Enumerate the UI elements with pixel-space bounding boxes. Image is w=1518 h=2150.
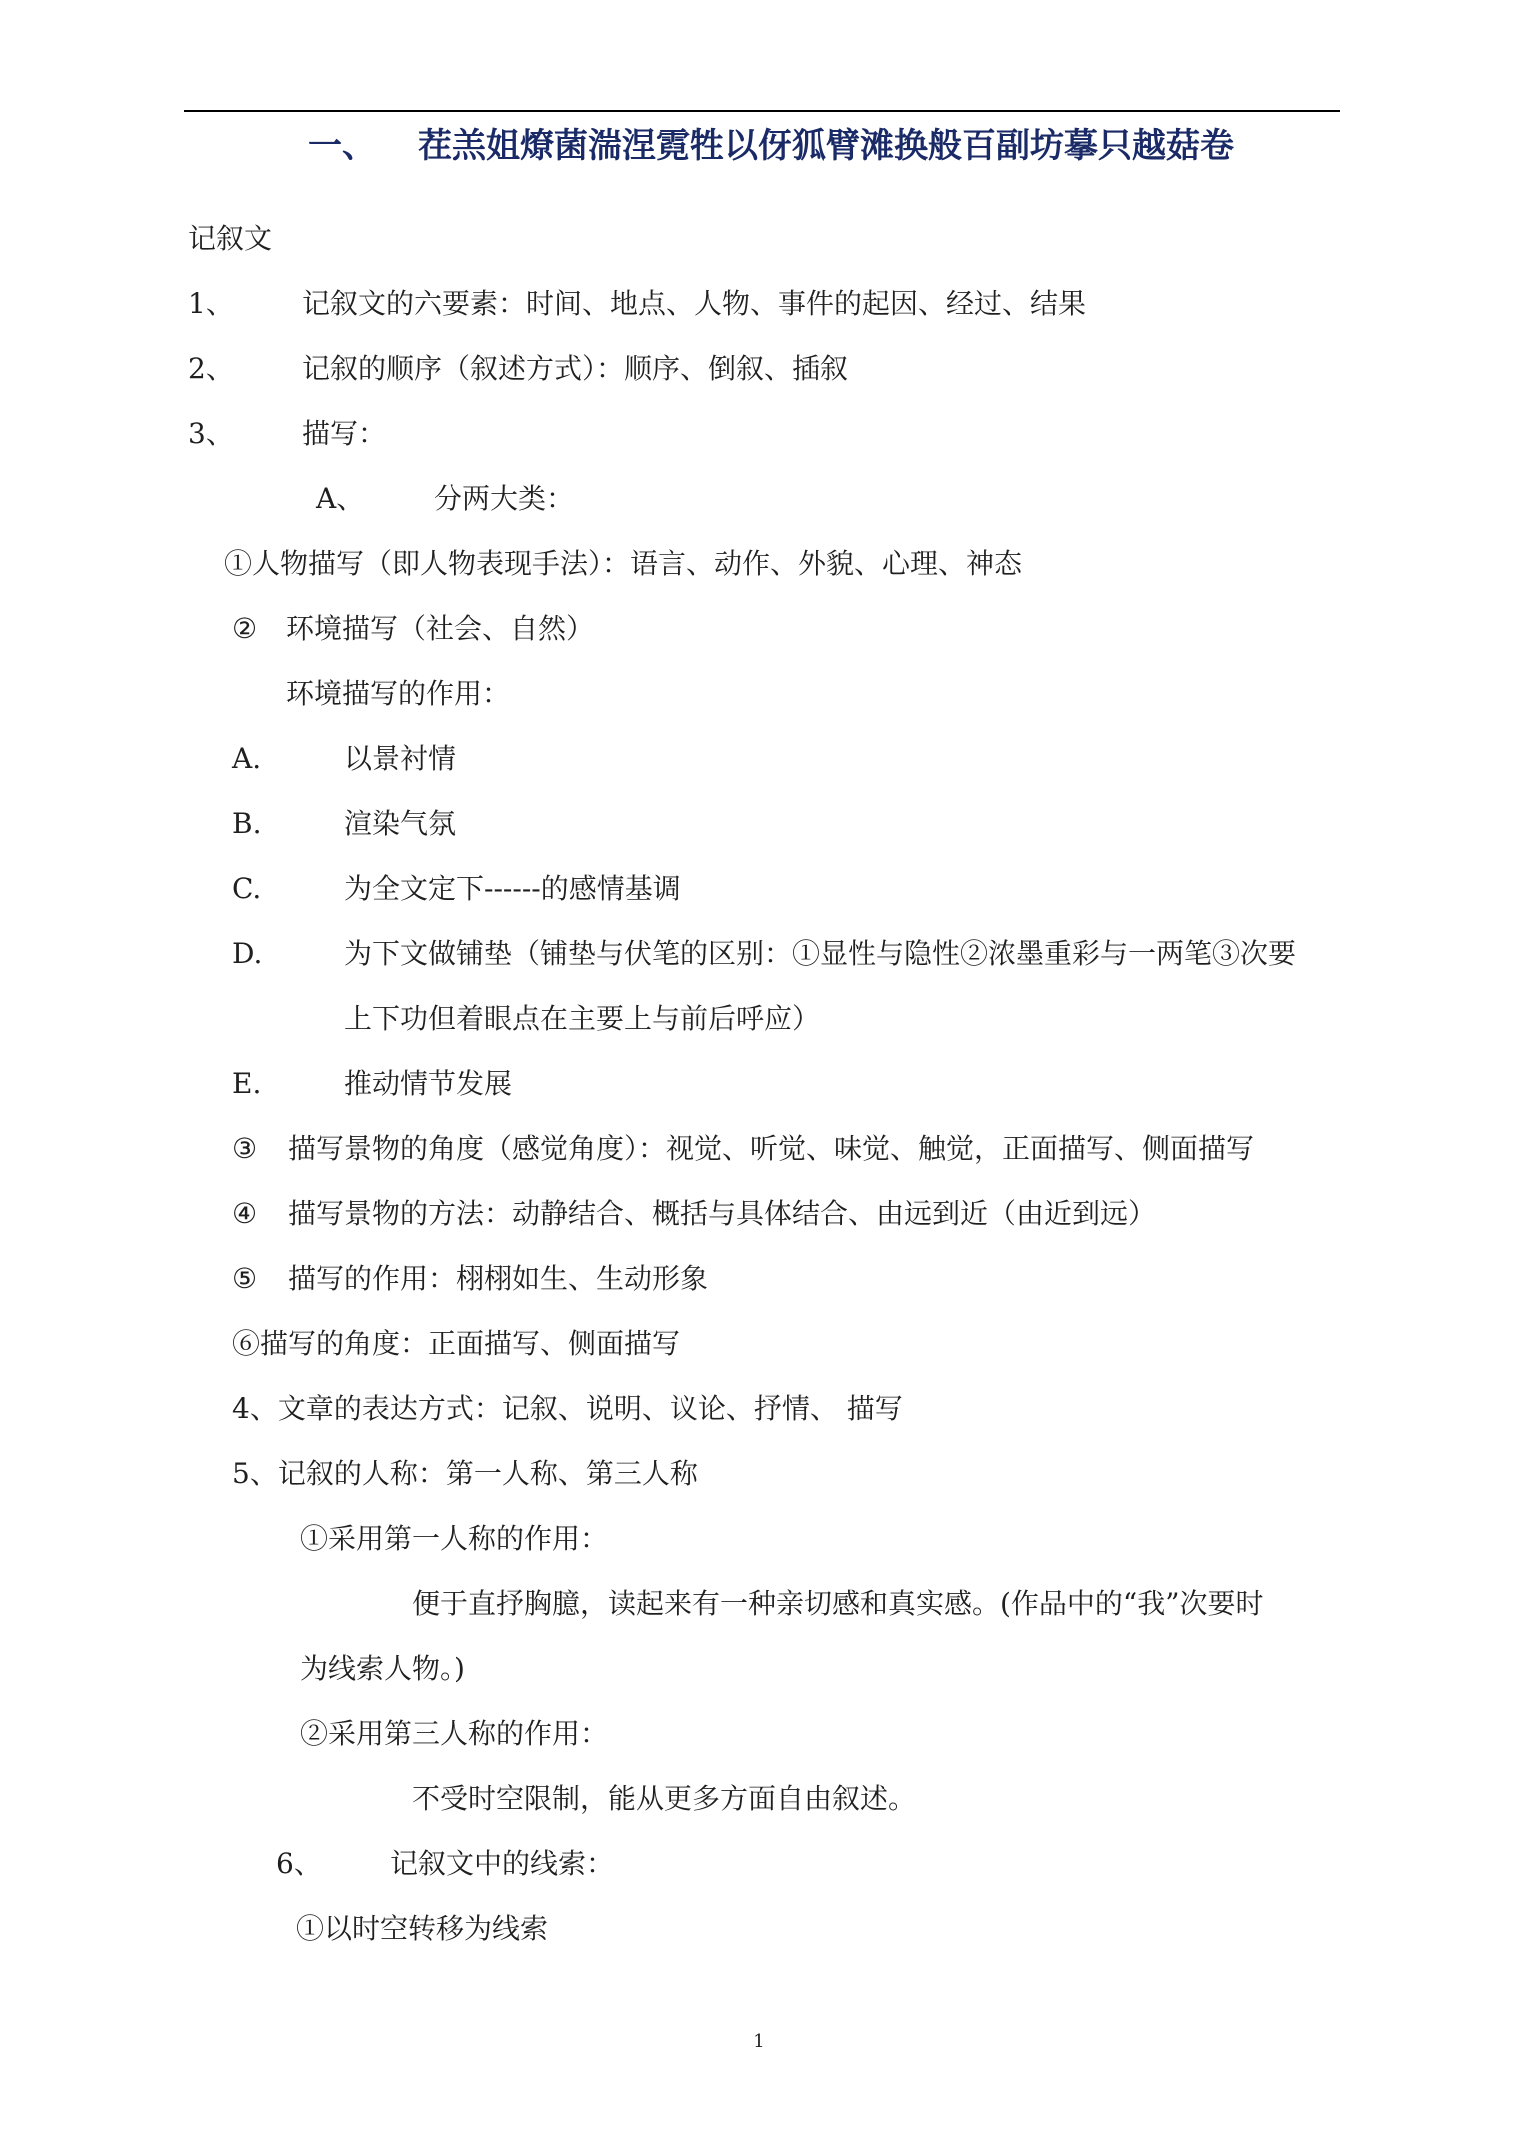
item-text: 描写景物的角度（感觉角度）：视觉、听觉、味觉、触觉，正面描写、侧面描写 [288, 1132, 1255, 1165]
item-text: 描写的作用：栩栩如生、生动形象 [288, 1262, 709, 1295]
section-heading: 记叙文 [188, 222, 273, 255]
item-number: E. [232, 1067, 262, 1100]
item-number: B. [232, 807, 262, 840]
paragraph-line: 4、文章的表达方式：记叙、说明、议论、抒情、 描写 [232, 1392, 903, 1425]
item-number: 3、 [188, 417, 234, 450]
item-text: 记叙文的六要素：时间、地点、人物、事件的起因、经过、结果 [302, 287, 1087, 320]
paragraph-line: 环境描写的作用： [286, 677, 511, 710]
item-number: ④ [232, 1197, 258, 1230]
item-number: A、 [316, 482, 365, 515]
item-text: 渲染气氛 [344, 807, 457, 840]
item-number: C. [232, 872, 262, 905]
paragraph-line: 不受时空限制，能从更多方面自由叙述。 [412, 1782, 917, 1815]
item-text: 环境描写（社会、自然） [286, 612, 595, 645]
paragraph-line: ①人物描写（即人物表现手法）：语言、动作、外貌、心理、神态 [224, 547, 1023, 580]
page-title: 茬羔姐燎菌湍涅霓牲以伢狐臂滩换般百副坊摹只越菇卷 [418, 126, 1234, 166]
paragraph-line: ⑥描写的角度：正面描写、侧面描写 [232, 1327, 681, 1360]
heading-number: 一、 [308, 126, 376, 166]
item-number: ③ [232, 1132, 258, 1165]
item-number: 2、 [188, 352, 234, 385]
item-text: 记叙文中的线索： [390, 1847, 615, 1880]
item-number: D. [232, 937, 263, 970]
item-number: A. [232, 742, 262, 775]
paragraph-line: 便于直抒胸臆，读起来有一种亲切感和真实感。(作品中的“我”次要时 [412, 1587, 1264, 1620]
page-number: 1 [753, 2031, 765, 2052]
item-text: 推动情节发展 [344, 1067, 513, 1100]
item-number: 1、 [188, 287, 234, 320]
item-text: 以景衬情 [344, 742, 457, 775]
item-number: ② [232, 612, 258, 645]
paragraph-line: ①以时空转移为线索 [296, 1912, 549, 1945]
paragraph-line: ①采用第一人称的作用： [300, 1522, 609, 1555]
paragraph-line: 为线索人物。) [300, 1652, 465, 1685]
paragraph-line: 上下功但着眼点在主要上与前后呼应） [344, 1002, 821, 1035]
item-number: ⑤ [232, 1262, 258, 1295]
item-text: 描写： [302, 417, 387, 450]
paragraph-line: ②采用第三人称的作用： [300, 1717, 609, 1750]
item-number: 6、 [276, 1847, 322, 1880]
header-rule [184, 110, 1340, 112]
item-text: 描写景物的方法：动静结合、概括与具体结合、由远到近（由近到远） [288, 1197, 1157, 1230]
item-text: 为下文做铺垫（铺垫与伏笔的区别：①显性与隐性②浓墨重彩与一两笔③次要 [344, 937, 1297, 970]
item-text: 记叙的顺序（叙述方式）：顺序、倒叙、插叙 [302, 352, 849, 385]
item-text: 分两大类： [434, 482, 575, 515]
paragraph-line: 5、记叙的人称：第一人称、第三人称 [232, 1457, 698, 1490]
item-text: 为全文定下------的感情基调 [344, 872, 681, 905]
